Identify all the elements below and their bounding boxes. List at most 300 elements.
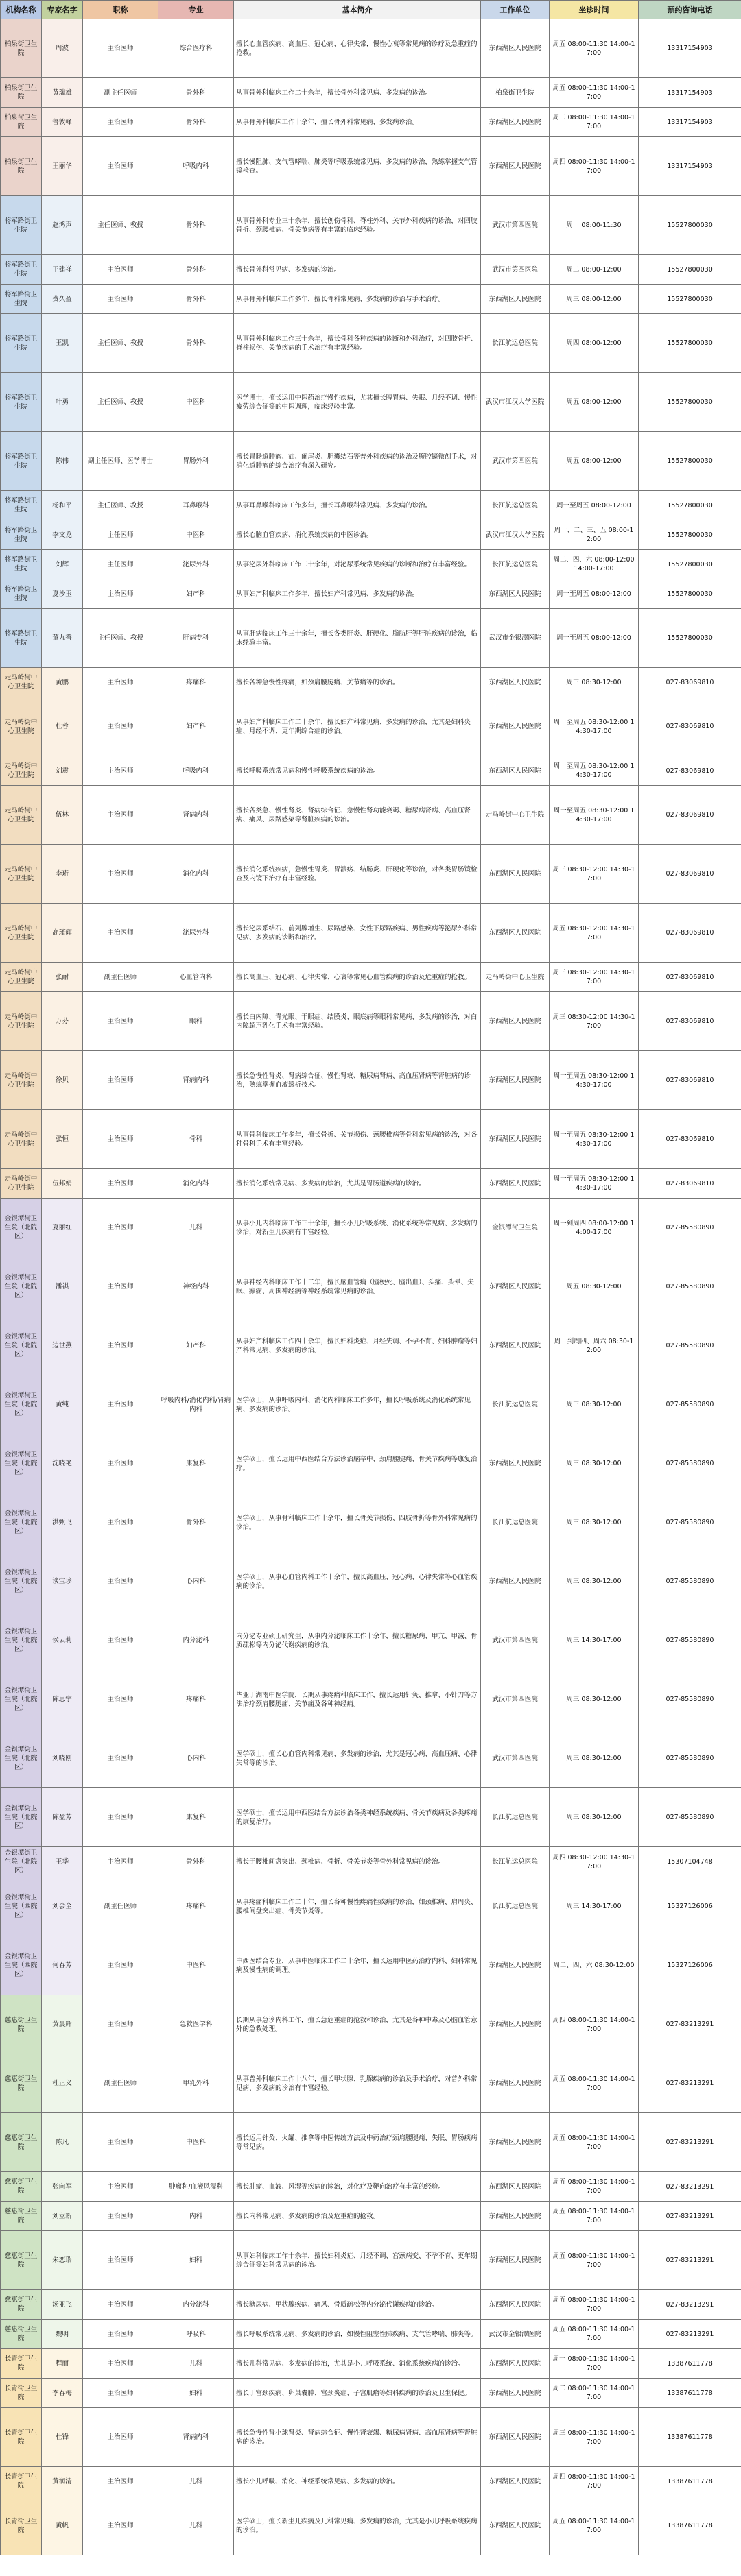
intro-cell: 医学硕士，擅长运用中西医结合方法诊治脑卒中、颈肩腰腿痛、骨关节疾病等康复治疗。 [234,1434,481,1493]
clinic-time-cell: 周一至周五 08:30-12:00 14:30-17:00 [550,756,639,786]
specialty-cell: 疼痛科 [158,1670,234,1729]
intro-cell: 擅长肿瘤、血液、风湿等疾病的诊治，对化疗及靶向治疗有丰富的经验。 [234,2172,481,2202]
specialty-cell: 妇产科 [158,697,234,756]
clinic-time-cell: 周一至周五 08:30-12:00 14:30-17:00 [550,697,639,756]
expert-name-cell: 陈伟 [42,432,83,491]
workplace-cell: 武汉市江汉大学医院 [481,373,550,432]
phone-cell[interactable]: 15527800030 [639,285,741,314]
title-cell: 主治医师 [83,2290,158,2320]
expert-name-cell: 伍邦娟 [42,1169,83,1199]
clinic-time-cell: 周一至周五 08:30-12:00 14:30-17:00 [550,1110,639,1169]
institution-cell: 金银潭街卫生院（北院区） [1,1257,42,1316]
institution-cell: 走马岭街中心卫生院 [1,963,42,992]
title-cell: 主治医师 [83,2349,158,2379]
specialty-cell: 泌尿外科 [158,904,234,963]
title-cell: 主治医师 [83,1434,158,1493]
intro-cell: 医学硕士，从事心血管内科工作十余年，擅长高血压、冠心病、心律失常等心血管疾病的诊治。 [234,1552,481,1611]
workplace-cell: 长江航运总医院 [481,314,550,373]
clinic-time-cell: 周四 08:00-11:30 14:00-17:00 [550,137,639,196]
table-row [1,1316,741,1375]
phone-cell[interactable]: 15527800030 [639,432,741,491]
clinic-time-cell: 周四 08:30-12:00 14:30-17:00 [550,1847,639,1877]
phone-cell[interactable]: 13317154903 [639,78,741,108]
phone-cell[interactable]: 15527800030 [639,314,741,373]
intro-cell: 从事骨外科临床工作三十余年，擅长骨科各种疾病的诊断和外科治疗，对四肢骨折、脊柱损伤、关节疾病的手术治疗有丰富经验。 [234,314,481,373]
header-specialty: 专业 [158,1,234,19]
specialty-cell: 内分泌科 [158,1611,234,1670]
workplace-cell: 东西湖区人民医院 [481,697,550,756]
phone-cell[interactable]: 13387611778 [639,2379,741,2408]
title-cell: 主治医师 [83,1199,158,1257]
clinic-time-cell: 周二 08:00-11:30 14:00-17:00 [550,108,639,137]
workplace-cell: 东西湖区人民医院 [481,668,550,697]
clinic-time-cell: 周三 08:30-12:00 [550,1552,639,1611]
phone-cell[interactable]: 027-85580890 [639,1493,741,1552]
phone-cell[interactable]: 15527800030 [639,550,741,579]
header-phone: 预约咨询电话 [639,1,741,19]
institution-cell: 长青街卫生院 [1,2408,42,2467]
title-cell: 主治医师 [83,668,158,697]
workplace-cell: 东西湖区人民医院 [481,1552,550,1611]
title-cell: 主治医师 [83,786,158,845]
phone-cell[interactable]: 15527800030 [639,579,741,609]
workplace-cell: 武汉市第四医院 [481,196,550,255]
specialty-cell: 骨外科 [158,78,234,108]
title-cell: 主治医师 [83,1611,158,1670]
clinic-time-cell: 周五 08:00-12:00 [550,432,639,491]
clinic-time-cell: 周五 08:30-12:00 [550,1257,639,1316]
workplace-cell: 东西湖区人民医院 [481,137,550,196]
institution-cell: 慈惠街卫生院 [1,2320,42,2349]
institution-cell: 长青街卫生院 [1,2496,42,2555]
expert-name-cell: 王凯 [42,314,83,373]
intro-cell: 擅长各类急、慢性肾炎、肾病综合征、急慢性肾功能衰竭、糖尿病肾病、高血压肾病、痛风、尿路感染等肾脏疾病的诊治。 [234,786,481,845]
institution-cell: 柏泉街卫生院 [1,78,42,108]
table-row [1,2202,741,2231]
expert-name-cell: 杜蓉 [42,697,83,756]
expert-name-cell: 李春梅 [42,2379,83,2408]
table-row [1,1788,741,1847]
clinic-time-cell: 周三 08:30-12:00 14:30-17:00 [550,992,639,1051]
intro-cell: 医学硕士，从事骨科临床工作十余年，擅长骨关节损伤、四肢骨折等骨外科常见病的诊治。 [234,1493,481,1552]
phone-cell[interactable]: 15327126006 [639,1877,741,1936]
workplace-cell: 东西湖区人民医院 [481,1051,550,1110]
expert-name-cell: 杨和平 [42,491,83,520]
phone-cell[interactable]: 15527800030 [639,520,741,550]
table-row [1,2290,741,2320]
intro-cell: 擅长泌尿系结石、前列腺增生、尿路感染、女性下尿路疾病、男性疾病等泌尿外科常见病、多发病的诊断和治疗。 [234,904,481,963]
table-row [1,2113,741,2172]
workplace-cell: 东西湖区人民医院 [481,2379,550,2408]
specialty-cell: 骨外科 [158,108,234,137]
expert-name-cell: 黄晨辉 [42,1995,83,2054]
specialty-cell: 疼痛科 [158,1877,234,1936]
intro-cell: 长期从事急诊内科工作，擅长急危重症的抢救和诊治，尤其是各种中毒及心脑血管意外的急救处理。 [234,1995,481,2054]
workplace-cell: 东西湖区人民医院 [481,579,550,609]
institution-cell: 慈惠街卫生院 [1,1995,42,2054]
institution-cell: 金银潭街卫生院（北院区） [1,1611,42,1670]
intro-cell: 擅长白内障、青光眼、干眼症、结膜炎、眼底病等眼科常见病、多发病的诊治，对白内障超声乳化手术有丰富经验。 [234,992,481,1051]
table-row [1,963,741,992]
workplace-cell: 东西湖区人民医院 [481,992,550,1051]
clinic-time-cell: 周五 08:00-11:30 14:00-17:00 [550,2172,639,2202]
clinic-time-cell: 周三 08:30-12:00 [550,1670,639,1729]
table-row [1,520,741,550]
phone-cell[interactable]: 027-83213291 [639,2054,741,2113]
table-row [1,668,741,697]
phone-cell[interactable]: 027-83069810 [639,1051,741,1110]
clinic-time-cell: 周三 08:30-12:00 [550,1729,639,1788]
expert-name-cell: 伍林 [42,786,83,845]
clinic-time-cell: 周一、二、三、五 08:00-12:00 [550,520,639,550]
intro-cell: 擅长急慢性肾炎、肾病综合征、慢性肾衰、糖尿病肾病、高血压肾病等肾脏病的诊治，熟练掌握血液透析技术。 [234,1051,481,1110]
clinic-time-cell: 周五 08:00-11:30 14:00-17:00 [550,2054,639,2113]
specialty-cell: 眼科 [158,992,234,1051]
table-row [1,19,741,78]
specialty-cell: 肾病内科 [158,1051,234,1110]
title-cell: 主治医师 [83,1936,158,1995]
phone-cell[interactable]: 027-83069810 [639,845,741,904]
workplace-cell: 东西湖区人民医院 [481,904,550,963]
title-cell: 主治医师 [83,2467,158,2496]
table-row [1,697,741,756]
expert-name-cell: 张向军 [42,2172,83,2202]
table-row [1,2408,741,2467]
table-row [1,1670,741,1729]
phone-cell[interactable]: 13387611778 [639,2349,741,2379]
clinic-time-cell: 周五 08:00-11:30 14:00-17:00 [550,2496,639,2555]
intro-cell: 擅长运用针灸、火罐、推拿等中医传统方法及中药治疗颈肩腰腿痛、失眠、胃肠疾病等常见病。 [234,2113,481,2172]
specialty-cell: 骨科 [158,1110,234,1169]
expert-name-cell: 费久盈 [42,285,83,314]
institution-cell: 慈惠街卫生院 [1,2172,42,2202]
phone-cell[interactable]: 027-83213291 [639,2172,741,2202]
title-cell: 主治医师 [83,1257,158,1316]
expert-name-cell: 沈晓艳 [42,1434,83,1493]
phone-cell[interactable]: 027-85580890 [639,1316,741,1375]
intro-cell: 从事妇产科临床工作四十余年，擅长妇科炎症、月经失调、不孕不育、妇科肿瘤等妇产科常见病、多发病的诊治。 [234,1316,481,1375]
phone-cell[interactable]: 027-85580890 [639,1611,741,1670]
table-row [1,1110,741,1169]
workplace-cell: 东西湖区人民医院 [481,1434,550,1493]
specialty-cell: 内分泌科 [158,2290,234,2320]
workplace-cell: 东西湖区人民医院 [481,19,550,78]
institution-cell: 金银潭街卫生院（北院区） [1,1552,42,1611]
clinic-time-cell: 周四 08:00-12:00 [550,314,639,373]
phone-cell[interactable]: 15327126006 [639,1936,741,1995]
workplace-cell: 武汉市金银潭医院 [481,609,550,668]
phone-cell[interactable]: 13317154903 [639,108,741,137]
specialty-cell: 内科 [158,2202,234,2231]
intro-cell: 内分泌专业硕士研究生，从事内分泌临床工作十余年，擅长糖尿病、甲亢、甲减、骨质疏松等内分泌代谢疾病的诊治。 [234,1611,481,1670]
specialty-cell: 甲乳外科 [158,2054,234,2113]
phone-cell[interactable]: 027-83213291 [639,2202,741,2231]
workplace-cell: 长江航运总医院 [481,1493,550,1552]
phone-cell[interactable]: 027-85580890 [639,1788,741,1847]
expert-name-cell: 黄润清 [42,2467,83,2496]
table-row [1,1611,741,1670]
institution-cell: 长青街卫生院 [1,2467,42,2496]
table-row [1,137,741,196]
intro-cell: 毕业于湖南中医学院，长期从事疼痛科临床工作，擅长运用针灸、推拿、小针刀等方法治疗颈肩腰腿痛、关节痛及各种神经痛。 [234,1670,481,1729]
table-row [1,2467,741,2496]
expert-name-cell: 陈盈芳 [42,1788,83,1847]
specialty-cell: 妇科 [158,2379,234,2408]
table-row [1,1877,741,1936]
phone-cell[interactable]: 027-83213291 [639,2113,741,2172]
intro-cell: 擅长心脑血管疾病、消化系统疾病的中医诊治。 [234,520,481,550]
clinic-time-cell: 周一至周五 08:30-12:00 14:30-17:00 [550,1169,639,1199]
title-cell: 主任医师、教授 [83,314,158,373]
expert-name-cell: 陈思宇 [42,1670,83,1729]
workplace-cell: 长江航运总医院 [481,1375,550,1434]
title-cell: 主治医师 [83,137,158,196]
title-cell: 主治医师 [83,2408,158,2467]
table-row [1,2320,741,2349]
phone-cell[interactable]: 13387611778 [639,2467,741,2496]
phone-cell[interactable]: 027-83069810 [639,786,741,845]
workplace-cell: 东西湖区人民医院 [481,1936,550,1995]
title-cell: 主治医师 [83,2202,158,2231]
expert-name-cell: 黄鹏 [42,668,83,697]
clinic-time-cell: 周一到周四、周六 08:30-12:00 [550,1316,639,1375]
phone-cell[interactable]: 027-85580890 [639,1257,741,1316]
workplace-cell: 柏泉街卫生院 [481,78,550,108]
title-cell: 主治医师 [83,285,158,314]
phone-cell[interactable]: 027-83069810 [639,756,741,786]
institution-cell: 将军路街卫生院 [1,491,42,520]
expert-name-cell: 程丽 [42,2349,83,2379]
phone-cell[interactable]: 027-83213291 [639,2290,741,2320]
specialty-cell: 消化内科 [158,1169,234,1199]
title-cell: 副主任医师 [83,963,158,992]
expert-name-cell: 赵鸿声 [42,196,83,255]
clinic-time-cell: 周三 08:30-12:00 [550,1493,639,1552]
institution-cell: 走马岭街中心卫生院 [1,697,42,756]
header-workplace: 工作单位 [481,1,550,19]
institution-cell: 走马岭街中心卫生院 [1,904,42,963]
phone-cell[interactable]: 027-85580890 [639,1375,741,1434]
specialty-cell: 呼吸内科 [158,756,234,786]
intro-cell: 从事小儿内科临床工作三十余年，擅长小儿呼吸系统、消化系统等常见病、多发病的诊治，对新生儿疾病有丰富经验。 [234,1199,481,1257]
title-cell: 主任医师、教授 [83,609,158,668]
expert-name-cell: 高瑾辉 [42,904,83,963]
intro-cell: 从事普外科临床工作十八年，擅长甲状腺、乳腺疾病的诊治及手术治疗，对普外科常见病、多发病的诊治有丰富经验。 [234,2054,481,2113]
specialty-cell: 骨外科 [158,314,234,373]
specialty-cell: 康复科 [158,1434,234,1493]
phone-cell[interactable]: 027-83069810 [639,668,741,697]
clinic-time-cell: 周五 08:00-12:00 [550,373,639,432]
clinic-time-cell: 周三 14:30-17:00 [550,1611,639,1670]
intro-cell: 擅长骨外科常见病、多发病的诊治。 [234,255,481,285]
specialty-cell: 骨外科 [158,1493,234,1552]
title-cell: 主治医师 [83,904,158,963]
phone-cell[interactable]: 15527800030 [639,609,741,668]
intro-cell: 擅长于腰椎间盘突出、颈椎病、骨折、骨关节炎等骨外科常见病的诊治。 [234,1847,481,1877]
intro-cell: 擅长糖尿病、甲状腺疾病、痛风、骨质疏松等内分泌代谢疾病的诊治。 [234,2290,481,2320]
title-cell: 主治医师 [83,255,158,285]
intro-cell: 医学硕士，从事呼吸内科、消化内科临床工作多年，擅长呼吸系统及消化系统常见病、多发病的诊治。 [234,1375,481,1434]
expert-name-cell: 魏明 [42,2320,83,2349]
workplace-cell: 东西湖区人民医院 [481,285,550,314]
phone-cell[interactable]: 027-83069810 [639,1110,741,1169]
clinic-time-cell: 周一至周五 08:00-12:00 [550,491,639,520]
intro-cell: 擅长急慢性肾小球肾炎、肾病综合征、慢性肾衰竭、糖尿病肾病、高血压肾病等肾脏病的诊治。 [234,2408,481,2467]
phone-cell[interactable]: 15527800030 [639,373,741,432]
expert-name-cell: 周波 [42,19,83,78]
intro-cell: 从事妇产科临床工作多年，擅长妇产科常见病、多发病的诊治。 [234,579,481,609]
specialty-cell: 肾病内科 [158,786,234,845]
expert-name-cell: 王建祥 [42,255,83,285]
workplace-cell: 东西湖区人民医院 [481,2054,550,2113]
institution-cell: 金银潭街卫生院（西院区） [1,1877,42,1936]
table-row [1,550,741,579]
institution-cell: 柏泉街卫生院 [1,137,42,196]
intro-cell: 从事肝病临床工作三十余年，擅长各类肝炎、肝硬化、脂肪肝等肝脏疾病的诊治，临床经验丰富。 [234,609,481,668]
table-row [1,1493,741,1552]
phone-cell[interactable]: 027-85580890 [639,1729,741,1788]
specialty-cell: 心内科 [158,1552,234,1611]
phone-cell[interactable]: 13317154903 [639,137,741,196]
title-cell: 主治医师 [83,1316,158,1375]
expert-name-cell: 刘辉 [42,550,83,579]
expert-name-cell: 杜正义 [42,2054,83,2113]
clinic-time-cell: 周五 08:00-11:30 14:00-17:00 [550,19,639,78]
specialty-cell: 急救医学科 [158,1995,234,2054]
specialty-cell: 胃肠外科 [158,432,234,491]
expert-name-cell: 夏丽红 [42,1199,83,1257]
expert-name-cell: 刘晓刚 [42,1729,83,1788]
title-cell: 主治医师 [83,1788,158,1847]
phone-cell[interactable]: 15527800030 [639,196,741,255]
specialty-cell: 儿科 [158,2496,234,2555]
specialty-cell: 中医科 [158,1936,234,1995]
table-header-row [1,1,741,19]
phone-cell[interactable]: 15527800030 [639,491,741,520]
clinic-time-cell: 周一到周四 08:00-12:00 14:00-17:00 [550,1199,639,1257]
title-cell: 主治医师 [83,1552,158,1611]
intro-cell: 从事骨外科临床工作多年，擅长骨科常见病、多发病的诊治与手术治疗。 [234,285,481,314]
institution-cell: 将军路街卫生院 [1,432,42,491]
workplace-cell: 东西湖区人民医院 [481,2113,550,2172]
institution-cell: 将军路街卫生院 [1,579,42,609]
institution-cell: 走马岭街中心卫生院 [1,1110,42,1169]
phone-cell[interactable]: 027-83069810 [639,992,741,1051]
intro-cell: 擅长心血管疾病、高血压、冠心病、心律失常，慢性心衰等常见病的诊疗及急重症的抢救。 [234,19,481,78]
institution-cell: 走马岭街中心卫生院 [1,1051,42,1110]
phone-cell[interactable]: 15307104748 [639,1847,741,1877]
phone-cell[interactable]: 027-85580890 [639,1434,741,1493]
phone-cell[interactable]: 027-83069810 [639,963,741,992]
workplace-cell: 长江航运总医院 [481,1847,550,1877]
workplace-cell: 东西湖区人民医院 [481,1110,550,1169]
specialty-cell: 肝病专科 [158,609,234,668]
phone-cell[interactable]: 027-83069810 [639,697,741,756]
clinic-time-cell: 周二、四、六 08:00-12:00 14:00-17:00 [550,550,639,579]
workplace-cell: 东西湖区人民医院 [481,1316,550,1375]
institution-cell: 将军路街卫生院 [1,255,42,285]
phone-cell[interactable]: 13317154903 [639,19,741,78]
clinic-time-cell: 周五 08:00-11:30 14:00-17:00 [550,78,639,108]
intro-cell: 从事骨科临床工作多年，擅长骨折、关节损伤、颈腰椎病等骨科常见病的诊治，对各种骨科手术有丰富经验。 [234,1110,481,1169]
clinic-time-cell: 周三 14:30-17:00 [550,1877,639,1936]
workplace-cell: 东西湖区人民医院 [481,2408,550,2467]
phone-cell[interactable]: 027-85580890 [639,1670,741,1729]
intro-cell: 从事妇科临床工作十余年，擅长妇科炎症、月经不调、宫颈病变、不孕不育、更年期综合征等妇科常见病的诊治。 [234,2231,481,2290]
expert-name-cell: 刘震 [42,756,83,786]
table-row [1,1199,741,1257]
phone-cell[interactable]: 027-85580890 [639,1552,741,1611]
title-cell: 主治医师 [83,845,158,904]
institution-cell: 将军路街卫生院 [1,520,42,550]
phone-cell[interactable]: 13387611778 [639,2408,741,2467]
institution-cell: 慈惠街卫生院 [1,2202,42,2231]
intro-cell: 从事疼痛科临床工作二十年，擅长各种慢性疼痛性疾病的诊治，如颈椎病、肩周炎、腰椎间盘突出症、骨关节炎等。 [234,1877,481,1936]
phone-cell[interactable]: 027-83069810 [639,1169,741,1199]
table-row [1,373,741,432]
clinic-time-cell: 周一至周五 08:00-12:00 [550,579,639,609]
phone-cell[interactable]: 027-83213291 [639,2231,741,2290]
expert-name-cell: 李珩 [42,845,83,904]
clinic-time-cell: 周二 08:00-11:30 14:00-17:00 [550,2379,639,2408]
institution-cell: 柏泉街卫生院 [1,19,42,78]
table-row [1,1051,741,1110]
phone-cell[interactable]: 027-83069810 [639,904,741,963]
table-row [1,108,741,137]
expert-name-cell: 何春芳 [42,1936,83,1995]
phone-cell[interactable]: 027-85580890 [639,1199,741,1257]
title-cell: 主治医师 [83,19,158,78]
table-row [1,2496,741,2555]
institution-cell: 金银潭街卫生院（北院区） [1,1434,42,1493]
workplace-cell: 武汉市第四医院 [481,432,550,491]
title-cell: 主治医师 [83,1375,158,1434]
title-cell: 主治医师 [83,1493,158,1552]
specialty-cell: 肿瘤科/血液风湿科 [158,2172,234,2202]
specialty-cell: 呼吸内科/消化内科/肾病内科 [158,1375,234,1434]
expert-name-cell: 万芬 [42,992,83,1051]
expert-name-cell: 徐贝 [42,1051,83,1110]
specialty-cell: 心血管内科 [158,963,234,992]
clinic-time-cell: 周一至周五 08:00-12:00 [550,609,639,668]
title-cell: 主治医师 [83,1995,158,2054]
institution-cell: 慈惠街卫生院 [1,2054,42,2113]
institution-cell: 金银潭街卫生院（北院区） [1,1847,42,1877]
title-cell: 主治医师 [83,992,158,1051]
specialty-cell: 泌尿外科 [158,550,234,579]
expert-name-cell: 刘会全 [42,1877,83,1936]
specialty-cell: 神经内科 [158,1257,234,1316]
title-cell: 主治医师 [83,1670,158,1729]
clinic-time-cell: 周五 08:30-12:00 14:30-17:00 [550,904,639,963]
institution-cell: 金银潭街卫生院（北院区） [1,1670,42,1729]
phone-cell[interactable]: 13387611778 [639,2496,741,2555]
phone-cell[interactable]: 027-83213291 [639,2320,741,2349]
institution-cell: 长青街卫生院 [1,2379,42,2408]
expert-name-cell: 张恒 [42,1110,83,1169]
table-row [1,2379,741,2408]
phone-cell[interactable]: 027-83213291 [639,1995,741,2054]
clinic-time-cell: 周三 08:30-12:00 [550,1788,639,1847]
workplace-cell: 东西湖区人民医院 [481,2467,550,2496]
header-institution: 机构名称 [1,1,42,19]
intro-cell: 擅长儿科常见病、多发病的诊治，尤其是小儿呼吸系统、消化系统疾病的诊治。 [234,2349,481,2379]
phone-cell[interactable]: 15527800030 [639,255,741,285]
workplace-cell: 武汉市江汉大学医院 [481,520,550,550]
expert-name-cell: 鲁敦峰 [42,108,83,137]
table-row [1,579,741,609]
title-cell: 主治医师 [83,108,158,137]
